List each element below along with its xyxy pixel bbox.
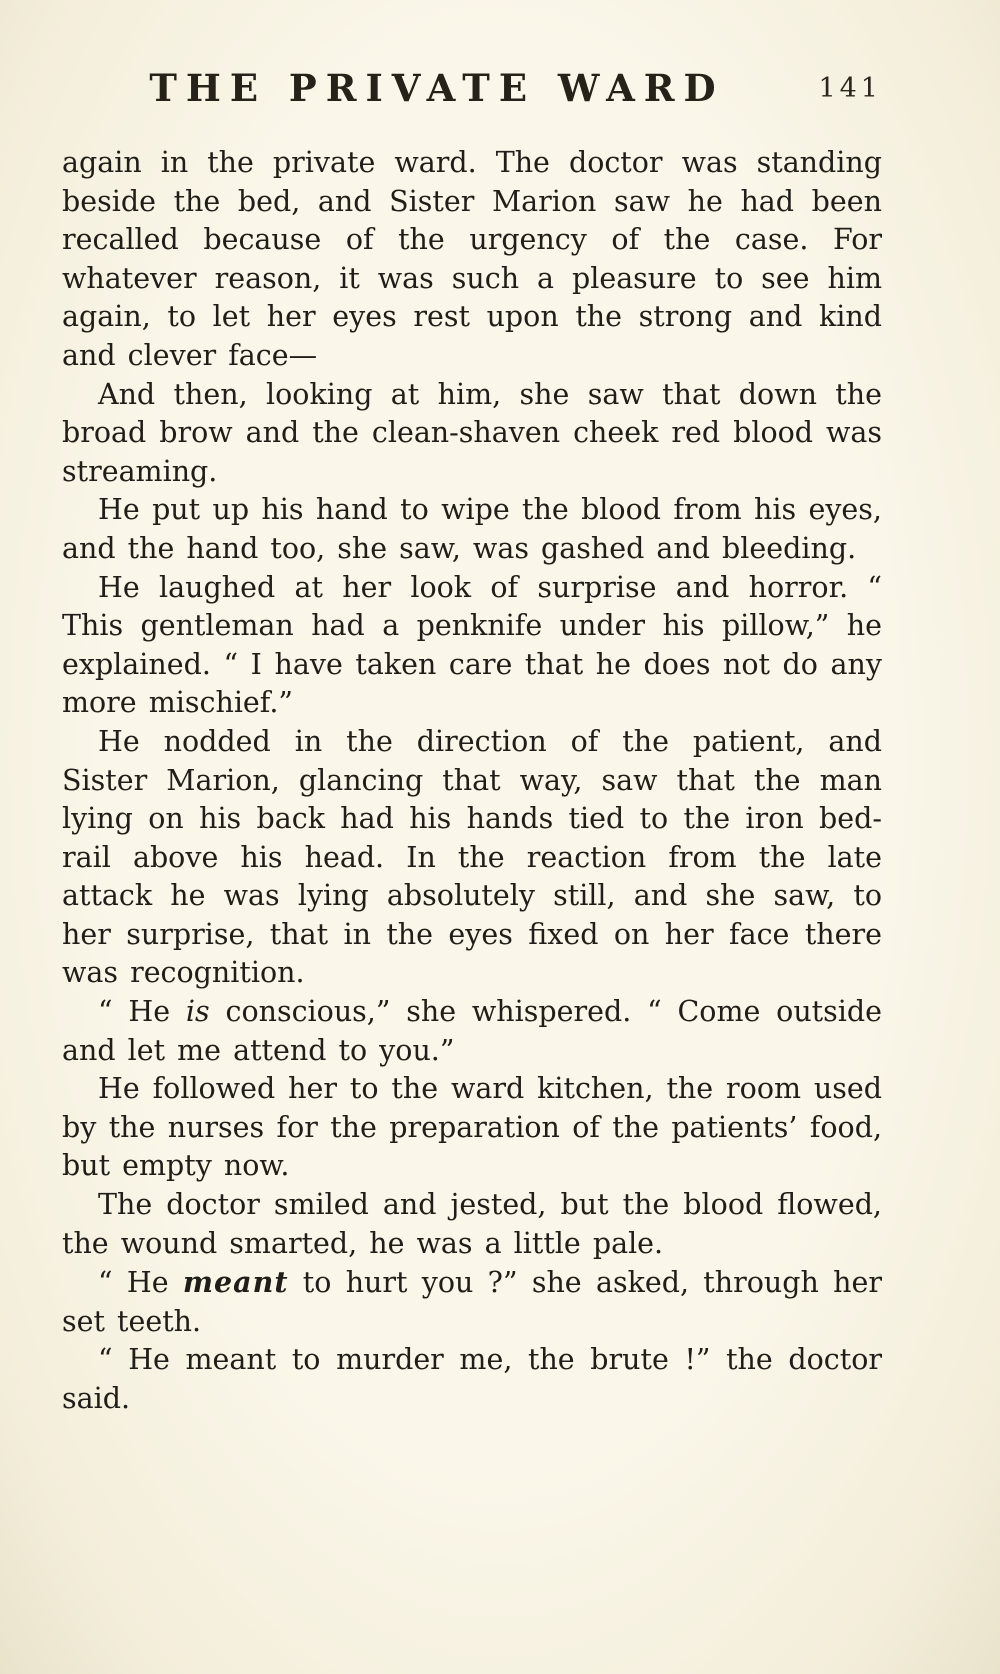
paragraph xyxy=(62,376,882,492)
text-segment: conscious,” she whispered. “ Come outside and let me attend to you.” xyxy=(62,995,882,1067)
paragraph xyxy=(62,1070,882,1186)
paragraph xyxy=(62,1186,882,1263)
text-segment: to hurt you ?” she asked, through her set teeth. xyxy=(62,1266,882,1338)
running-head xyxy=(62,66,882,118)
text-segment: “ He meant to murder me, the brute !” the doctor said. xyxy=(62,1343,882,1415)
text-segment: He followed her to the ward kitchen, the room used by the nurses for the preparation of the patients’ food, but empty now. xyxy=(62,1072,882,1183)
text-segment: He laughed at her look of surprise and horror. “ This gentleman had a penknife under his pillow,” he explained. “ I have taken care that he does not do any more mischief.” xyxy=(62,570,882,720)
paragraph xyxy=(62,993,882,1070)
text-segment: again in the private ward. The doctor was standing beside the bed, and Sister Marion saw he had been recalled because of the urgency of the case. For whatever reason, it was such a pleasure to see him again, to let her eyes rest upon the strong and kind and clever face— xyxy=(62,146,882,372)
text-segment: He put up his hand to wipe the blood from his eyes, and the hand too, she saw, was gashed and bleeding. xyxy=(62,493,882,565)
paragraph xyxy=(62,144,882,376)
page-number: 141 xyxy=(818,73,882,104)
text-segment: is xyxy=(185,995,210,1029)
page-body xyxy=(62,144,882,1419)
text-segment: meant xyxy=(182,1265,289,1300)
paragraph xyxy=(62,723,882,993)
text-segment: He nodded in the direction of the patient, and Sister Marion, glancing that way, saw that the man lying on his back had his hands tied to the iron bed-rail above his head. In the reaction from the late attack he was lying absolutely still, and she saw, to her surprise, that in the eyes fixed on her face there was recognition. xyxy=(62,724,882,990)
page-title: THE PRIVATE WARD xyxy=(149,66,725,110)
text-segment: And then, looking at him, she saw that down the broad brow and the clean-shaven cheek red blood was streaming. xyxy=(62,377,882,488)
text-segment: “ He xyxy=(98,995,186,1029)
paragraph xyxy=(62,491,882,568)
text-segment: “ He xyxy=(98,1266,183,1300)
text-segment: The doctor smiled and jested, but the blood flowed, the wound smarted, he was a little pale. xyxy=(62,1188,882,1260)
paragraph xyxy=(62,1341,882,1418)
paragraph xyxy=(62,569,882,723)
paragraph xyxy=(62,1263,882,1341)
